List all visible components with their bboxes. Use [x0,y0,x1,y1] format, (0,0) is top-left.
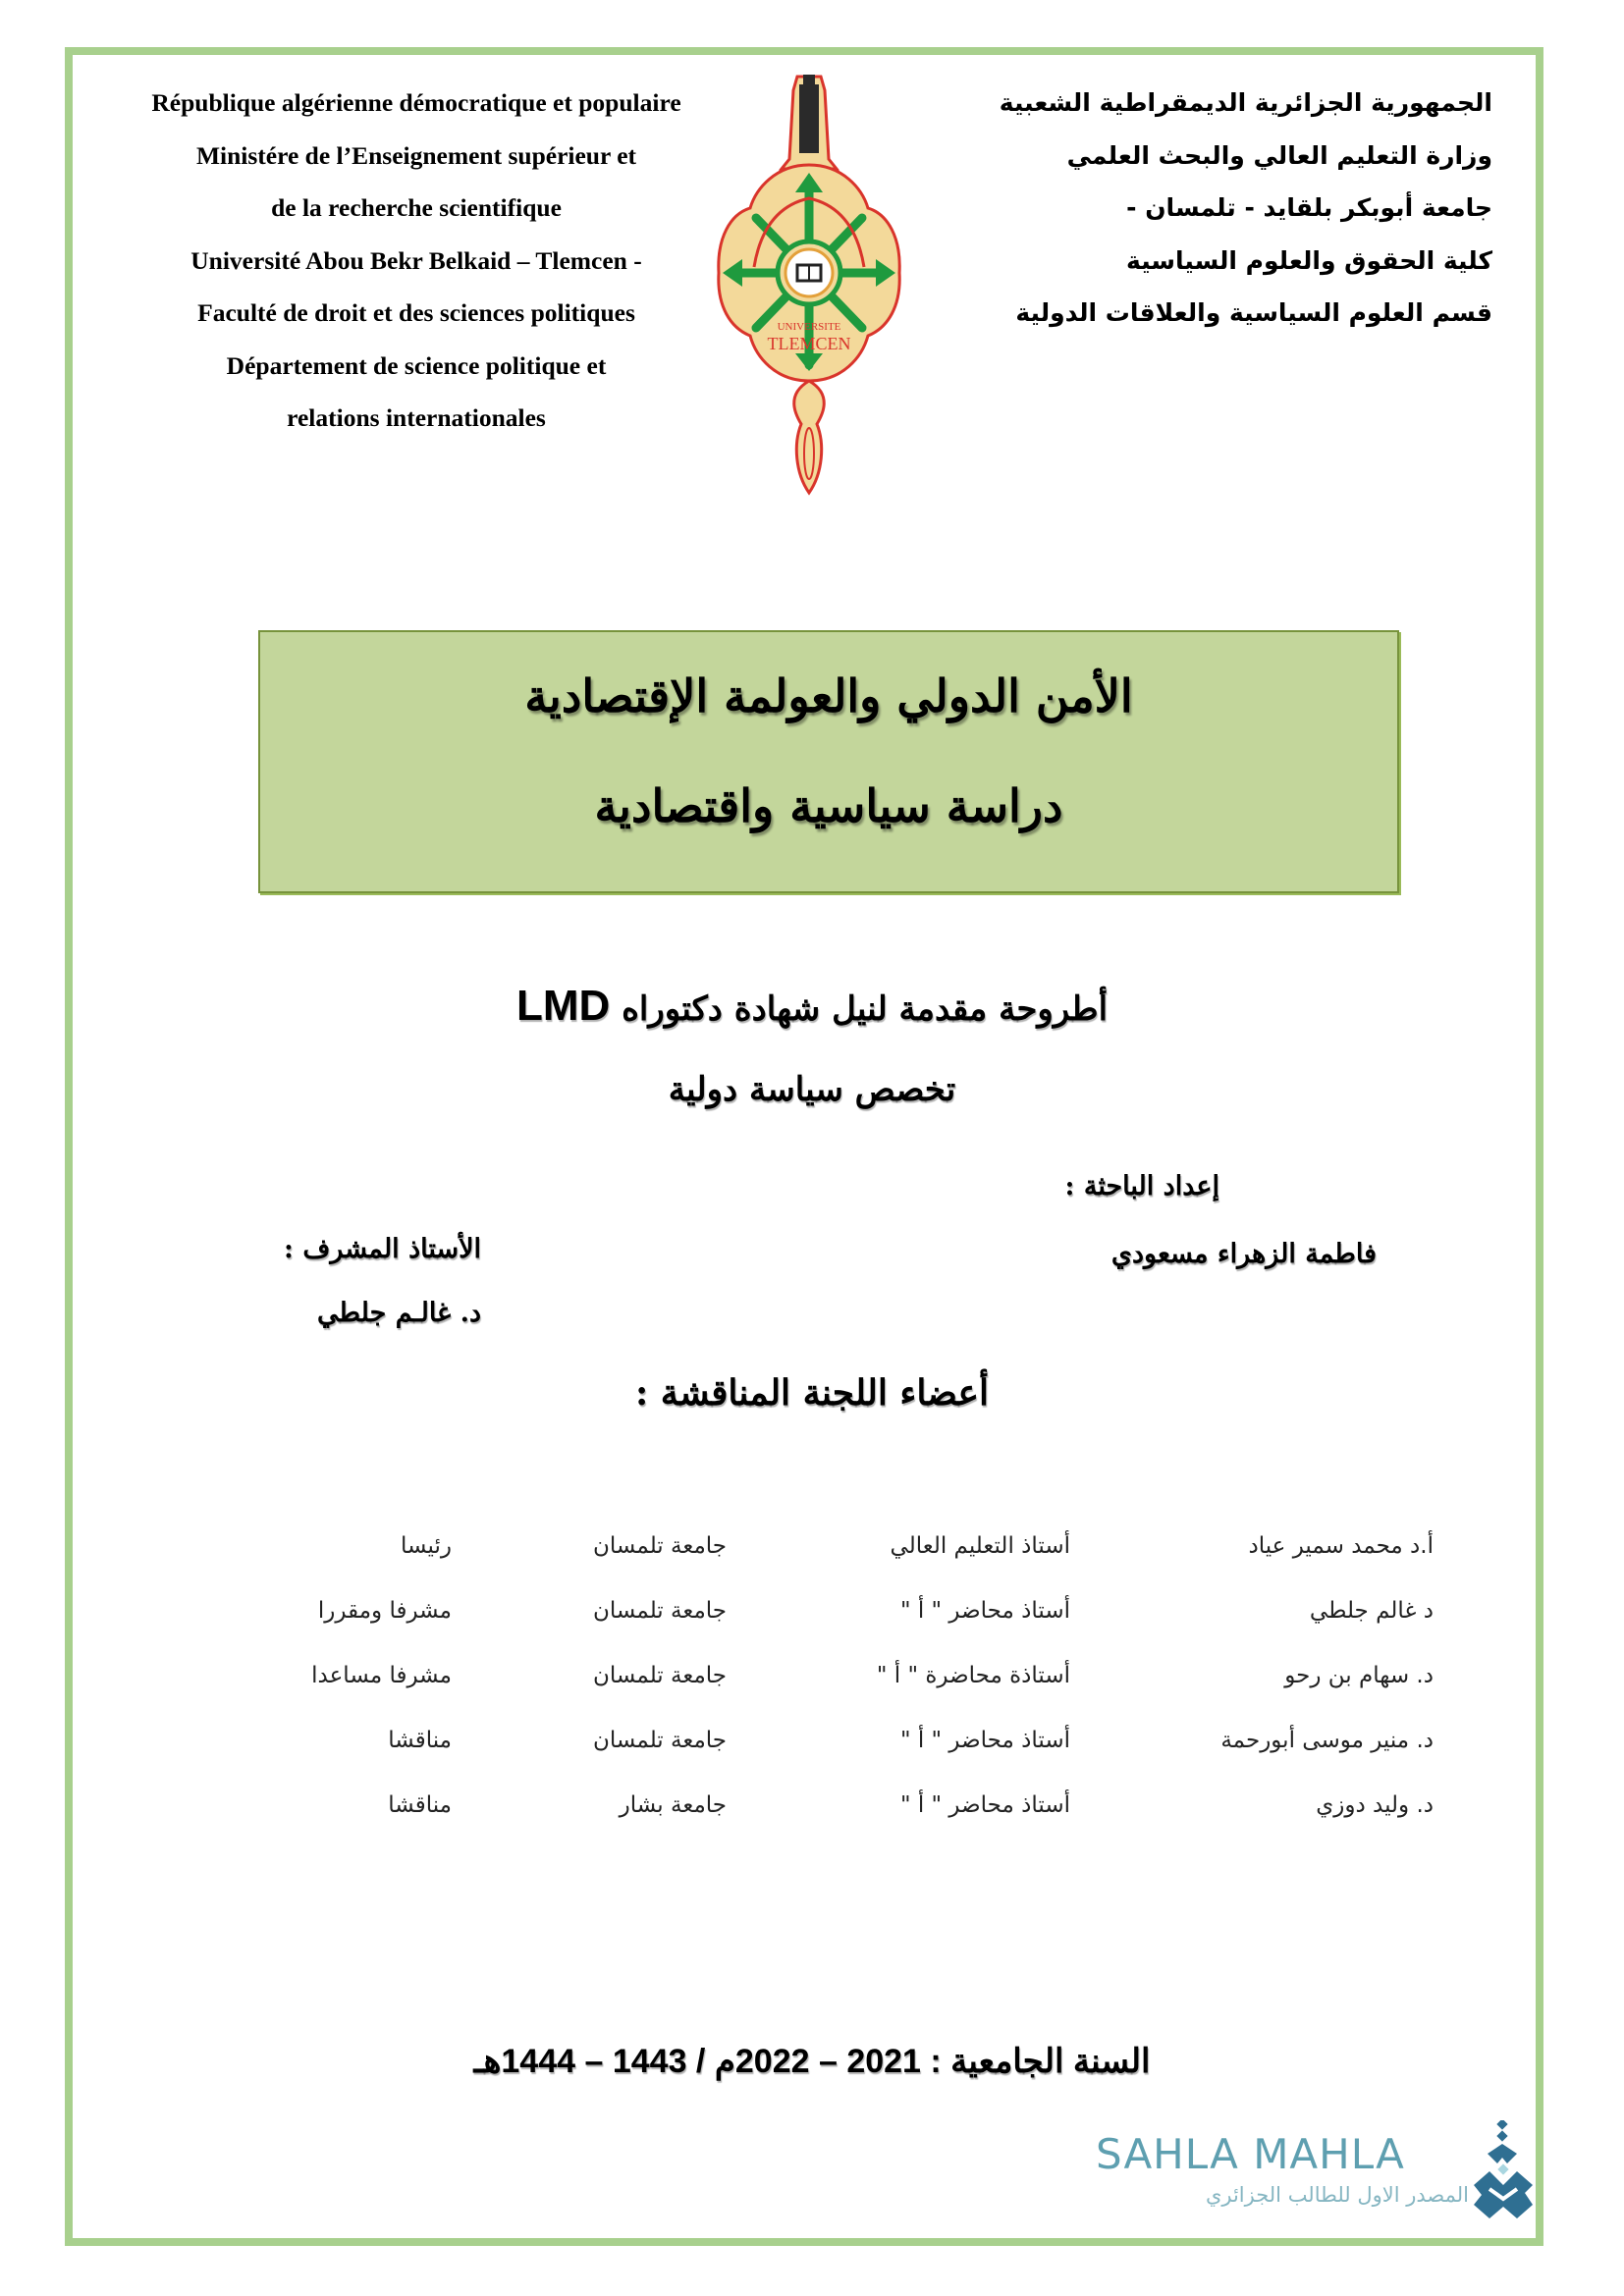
researcher-name: فاطمة الزهراء مسعودي [1110,1239,1377,1269]
member-name: د. سهام بن رحو [1284,1663,1434,1688]
fr-line: Ministére de l’Enseignement supérieur et [195,140,637,170]
arabic-header [943,77,1492,340]
member-university: جامعة تلمسان [592,1728,727,1753]
member-rank: أستاذ محاضر " أ " [899,1792,1070,1818]
committee-title: أعضاء اللجنة المناقشة : [634,1372,990,1414]
researcher-label: إعداد الباحثة : [1064,1171,1219,1201]
member-role: مناقشا [388,1728,452,1753]
fr-line: de la recherche scientifique [271,193,562,222]
thesis-title-box [258,630,1399,893]
member-university: جامعة بشار [619,1792,727,1818]
fr-line: Faculté de droit et des sciences politiques [197,298,635,327]
ar-line: الجمهورية الجزائرية الديمقراطية الشعبية [999,88,1492,117]
sahla-mahla-watermark [1090,2130,1542,2228]
member-rank: أستاذ التعليم العالي [890,1533,1070,1559]
member-name: د. وليد دوزي [1316,1792,1434,1818]
fr-line: Département de science politique et [226,350,607,380]
brand-name: SAHLA MAHLA [1096,2130,1405,2178]
thesis-title: الأمن الدولي والعولمة الإقتصادية [524,669,1133,722]
svg-text:TLEMCEN: TLEMCEN [767,334,851,353]
committee-row [236,1728,1434,1777]
member-university: جامعة تلمسان [592,1663,727,1688]
brand-tagline: المصدر الاول للطالب الجزائري [1205,2183,1469,2207]
supervisor-name: د. غالـم جلطي [317,1298,481,1328]
ar-line: كلية الحقوق والعلوم السياسية [1126,245,1492,275]
committee-row [236,1663,1434,1712]
member-role: رئيسا [401,1533,452,1559]
ar-line: جامعة أبوبكر بلقايد - تلمسان - [1126,193,1492,222]
thesis-description: أطروحة مقدمة لنيل شهادة دكتوراه [622,989,1109,1029]
member-rank: أستاذة محاضرة " أ " [876,1663,1070,1688]
member-name: د. منير موسى أبورحمة [1220,1728,1434,1753]
fr-line: République algérienne démocratique et populaire [151,88,681,117]
degree-lmd: LMD [515,982,611,1030]
supervisor-label: الأستاذ المشرف : [284,1234,481,1264]
fr-line: relations internationales [287,403,546,432]
member-university: جامعة تلمسان [592,1533,727,1559]
member-role: مشرفا مساعدا [311,1663,452,1688]
member-rank: أستاذ محاضر " أ " [899,1728,1070,1753]
ar-line: قسم العلوم السياسية والعلاقات الدولية [1015,298,1492,327]
tlemcen-emblem-icon [715,71,903,503]
academic-year: السنة الجامعية : 2021 – 2022م / 1443 – 1444هـ [473,2043,1151,2080]
member-role: مناقشا [388,1792,452,1818]
member-name: أ.د محمد سمير عياد [1248,1533,1434,1559]
specialty: تخصص سياسة دولية [668,1070,956,1109]
svg-text:UNIVERSITE: UNIVERSITE [777,321,841,333]
sahla-mahla-logo-icon [1468,2120,1539,2228]
member-rank: أستاذ محاضر " أ " [899,1598,1070,1624]
committee-row [236,1533,1434,1582]
member-university: جامعة تلمسان [592,1598,727,1624]
french-header [73,77,760,445]
member-role: مشرفا ومقررا [317,1598,452,1624]
member-name: د غالم جلطي [1309,1598,1434,1624]
thesis-degree-line [0,982,1624,1031]
committee-row [236,1792,1434,1842]
fr-line: Université Abou Bekr Belkaid – Tlemcen - [190,245,642,275]
university-logo [715,71,903,503]
thesis-subtitle: دراسة سياسية واقتصادية [594,779,1063,832]
committee-row [236,1598,1434,1647]
ar-line: وزارة التعليم العالي والبحث العلمي [1066,140,1492,170]
